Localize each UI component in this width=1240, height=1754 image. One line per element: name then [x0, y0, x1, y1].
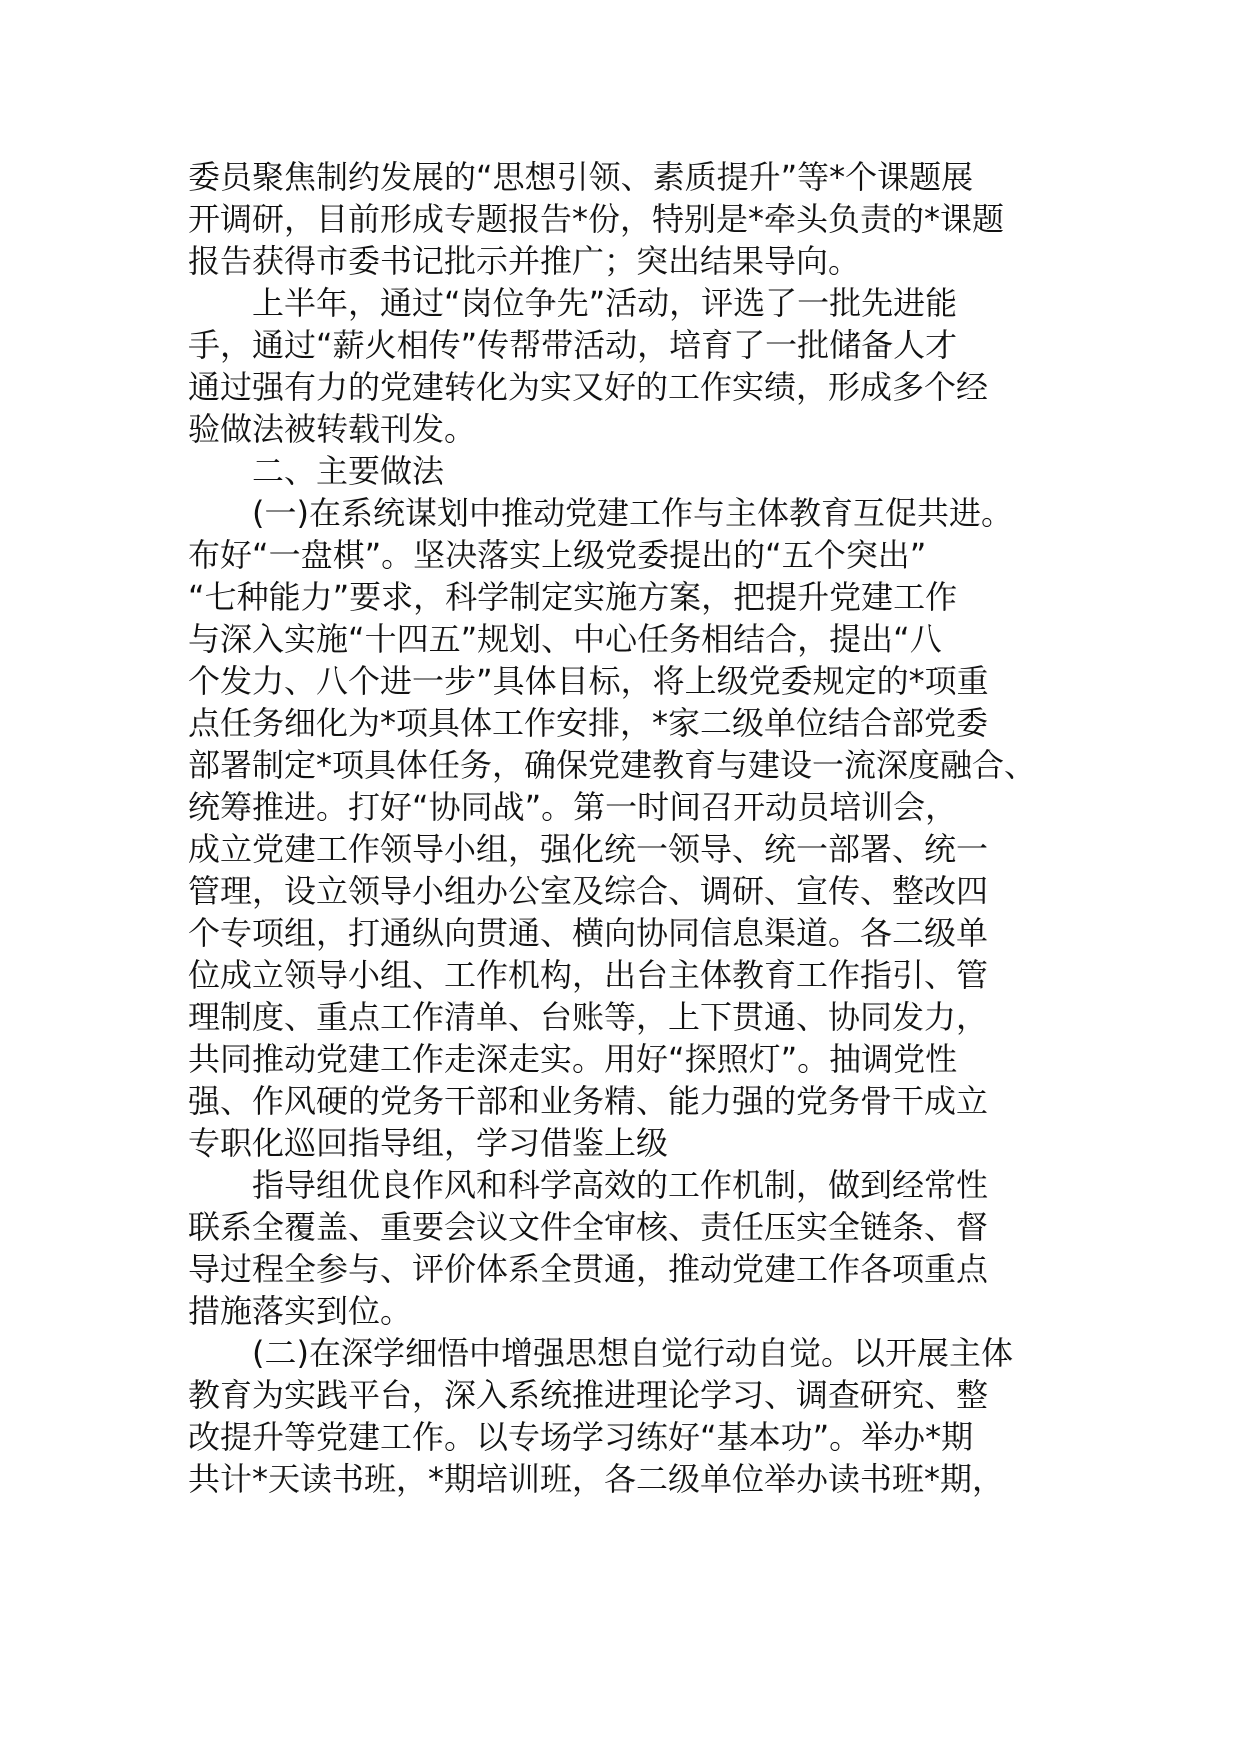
text-line: (一)在系统谋划中推动党建工作与主体教育互促共进。: [252, 494, 1013, 532]
text-line: 强、作风硬的党务干部和业务精、能力强的党务骨干成立: [188, 1082, 989, 1120]
text-line: 部署制定*项具体任务，确保党建教育与建设一流深度融合、: [188, 746, 1037, 784]
text-line: 指导组优良作风和科学高效的工作机制，做到经常性: [252, 1166, 989, 1204]
text-line: 教育为实践平台，深入系统推进理论学习、调查研究、整: [188, 1376, 989, 1414]
text-line: 个专项组，打通纵向贯通、横向协同信息渠道。各二级单: [188, 914, 989, 952]
text-line: 验做法被转载刊发。: [188, 410, 477, 448]
text-line: 位成立领导小组、工作机构，出台主体教育工作指引、管: [188, 956, 989, 994]
text-line: 通过强有力的党建转化为实又好的工作实绩，形成多个经: [188, 368, 989, 406]
text-line: 报告获得市委书记批示并推广；突出结果导向。: [188, 242, 861, 280]
text-line: 专职化巡回指导组，学习借鉴上级: [188, 1124, 669, 1162]
text-line: 统筹推进。打好“协同战”。第一时间召开动员培训会，: [188, 788, 958, 826]
text-line: 个发力、八个进一步”具体目标，将上级党委规定的*项重: [188, 662, 989, 700]
text-line: 成立党建工作领导小组，强化统一领导、统一部署、统一: [188, 830, 989, 868]
text-line: “七种能力”要求，科学制定实施方案，把提升党建工作: [188, 578, 958, 616]
text-line: 布好“一盘棋”。坚决落实上级党委提出的“五个突出”: [188, 536, 927, 574]
text-line: 点任务细化为*项具体工作安排，*家二级单位结合部党委: [188, 704, 989, 742]
text-line: 与深入实施“十四五”规划、中心任务相结合，提出“八: [188, 620, 942, 658]
document-body: [188, 156, 1068, 1500]
text-line: 管理，设立领导小组办公室及综合、调研、宣传、整改四: [188, 872, 989, 910]
text-line: 开调研，目前形成专题报告*份，特别是*牵头负责的*课题: [188, 200, 1005, 238]
text-line: (二)在深学细悟中增强思想自觉行动自觉。以开展主体: [252, 1334, 1013, 1372]
text-line: 理制度、重点工作清单、台账等，上下贯通、协同发力，: [188, 998, 989, 1036]
text-line: 共同推动党建工作走深走实。用好“探照灯”。抽调党性: [188, 1040, 958, 1078]
text-line: 联系全覆盖、重要会议文件全审核、责任压实全链条、督: [188, 1208, 989, 1246]
text-line: 共计*天读书班，*期培训班，各二级单位举办读书班*期，: [188, 1460, 1005, 1498]
text-line: 改提升等党建工作。以专场学习练好“基本功”。举办*期: [188, 1418, 974, 1456]
text-line: 手，通过“薪火相传”传帮带活动，培育了一批储备人才: [188, 326, 958, 364]
text-line: 委员聚焦制约发展的“思想引领、素质提升”等*个课题展: [188, 158, 974, 196]
text-line: 二、主要做法: [252, 452, 445, 490]
text-line: 措施落实到位。: [188, 1292, 413, 1330]
text-line: 导过程全参与、评价体系全贯通，推动党建工作各项重点: [188, 1250, 989, 1288]
text-line: 上半年，通过“岗位争先”活动，评选了一批先进能: [252, 284, 958, 322]
